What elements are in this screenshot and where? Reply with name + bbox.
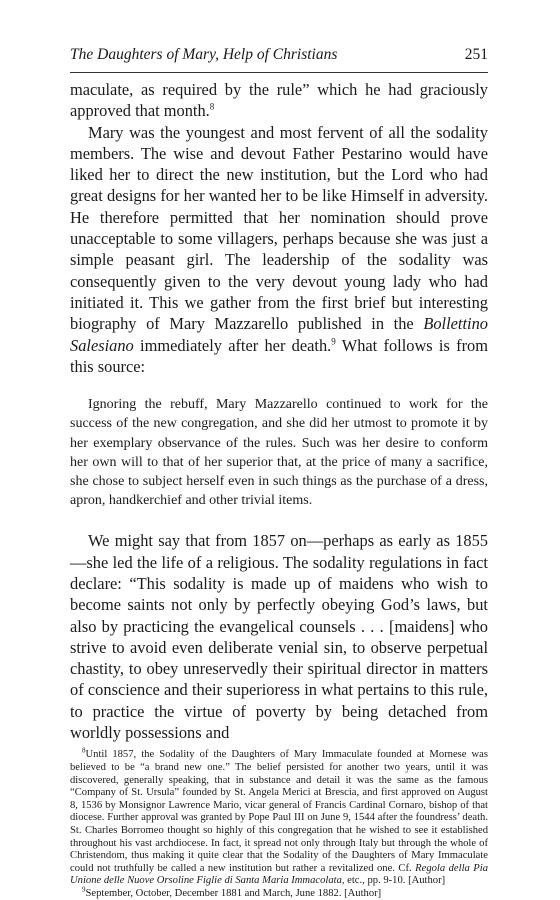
header-rule: [70, 72, 488, 73]
page-number: 251: [464, 46, 488, 63]
footnotes: [70, 746, 489, 900]
running-head-title: The Daughters of Mary, Help of Christians: [70, 46, 338, 63]
footnote-marker: 9: [82, 885, 86, 894]
footnote-marker: 8: [82, 746, 86, 755]
footnote-text: September, October, December 1881 and March, June 1882. [Author]: [85, 887, 382, 899]
footnote-9: [70, 885, 488, 900]
footnote-ref-9: 9: [331, 336, 336, 347]
regola-title: Regola della Pia Unione delle Nuove Orsoline Figlie di Santa Maria Immacolata,: [70, 862, 489, 887]
footnote-text: etc., pp. 9-10. [Author]: [344, 875, 446, 887]
footnote-text: Until 1857, the Sodality of the Daughters of Mary Immaculate founded at Mornese was believed to be “a brand new one.” The belief persisted for another two years, until it was discovered, generally speaking, that in substance and detail it was the same as the famous “Company of St. Ursula” founded by St. Angela Merici at Brescia, and first approved on August 8, 1536 by Monsignor Lawrence Mario, vicar general of Francis Cardinal Cornaro, bishop of that diocese. Further approval was granted by Pope Paul III on June 9, 1544 after the foundress’ death. St. Charles Borromeo thought so highly of this congregation that he wished to see it established throughout his vast archdiocese. In fact, it spread not only through Italy but through the whole of Christendom, thus making it quite clear that the Sodality of the Daughters of Mary Immaculate could not truthfully be called a new institution but rather a revitalized one. Cf.: [70, 749, 488, 874]
paragraph-continued: [70, 79, 488, 122]
paragraph-text: Mary was the youngest and most fervent of all the sodality members. The wise and devout Father Pestarino would have liked her to direct the new institution, but the Lord who had great designs for her wanted her to be like Himself in adversity. He therefore permitted that her nomination should prove unacceptable to some villagers, perhaps because she was just a simple peasant girl. The leadership of the sodality was consequently given to the very devout young lady who had initiated it. This we gather from the first brief but interesting biography of Mary Mazzarello published in the: [70, 122, 488, 334]
book-page: [70, 46, 488, 900]
block-quote: Ignoring the rebuff, Mary Mazzarello continued to work for the success of the new congregation, and she did her utmost to promote it by her exemplary observance of the rules. Such was her desire to conform her own will to that of her superior that, at the price of many a sacrifice, she chose to subject herself even in such things as the purchase of a dress, apron, handkerchief and other trivial items.: [70, 397, 488, 509]
footnote-8: [70, 746, 489, 888]
bollettino-title: Bollettino Salesiano: [70, 314, 488, 355]
footnote-ref-8: 8: [209, 101, 215, 112]
paragraph-text: What follows is from this source:: [70, 335, 488, 376]
paragraph-text: immediately after her death.: [133, 335, 332, 355]
running-head: [70, 46, 488, 68]
paragraph-text: maculate, as required by the rule” which he had graciously approved that month.: [70, 80, 488, 121]
paragraph-sodality-regulations: We might say that from 1857 on—perhaps as early as 1855—she led the life of a religious. The sodality regulations in fact declare: “This sodality is made up of maidens who wish to become saints not only by perfectly obeying God’s laws, but also by practicing the evangelical counsels . . . [maidens] who strive to avoid even deliberate venial sin, to observe perpetual chastity, to obey unreservedly their spiritual director in matters of conscience and their superioress in what pertains to this rule, to practice the virtue of poverty by being detached from worldly possessions and: [70, 531, 488, 743]
paragraph-mary-youngest: [70, 122, 488, 378]
